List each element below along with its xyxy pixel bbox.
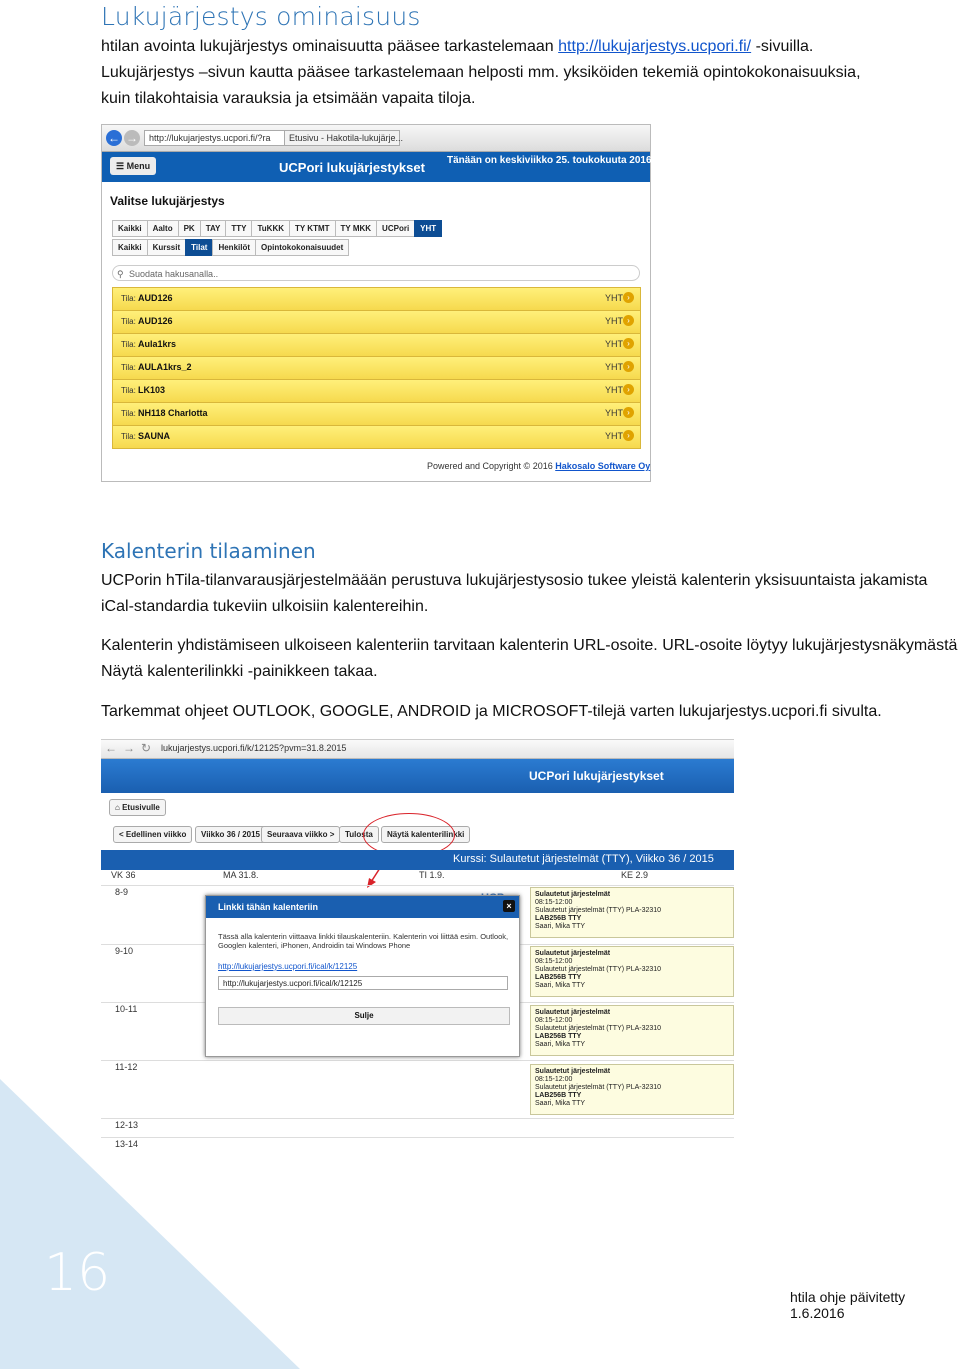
app-date: Tänään on keskiviikko 25. toukokuuta 2016, vk 21 bbox=[447, 155, 683, 166]
time-label: 11-12 bbox=[115, 1062, 138, 1072]
filter-placeholder: Suodata hakusanalla.. bbox=[129, 269, 219, 279]
room-row[interactable] bbox=[112, 380, 641, 403]
footer-text: htila ohje päivitetty 1.6.2016 bbox=[790, 1289, 906, 1321]
room-unit: YHT bbox=[605, 339, 623, 349]
room-unit: YHT bbox=[605, 408, 623, 418]
section-heading-kalenteri: Kalenterin tilaaminen bbox=[101, 539, 316, 563]
row-label: Tila: bbox=[121, 294, 136, 303]
time-label: 13-14 bbox=[115, 1139, 139, 1149]
event-desc: Sulautetut järjestelmät (TTY) PLA-32310 bbox=[535, 907, 662, 914]
event-room: LAB256B TTY bbox=[535, 915, 582, 922]
etusivulle-label: Etusivulle bbox=[122, 803, 160, 812]
intro-line-2: Lukujärjestys –sivun kautta pääsee tarkastelemaan helposti mm. yksiköiden tekemiä opintokokonaisuuksia, bbox=[101, 64, 861, 81]
event-desc: Sulautetut järjestelmät (TTY) PLA-32310 bbox=[535, 1025, 662, 1032]
time-label: 8-9 bbox=[115, 887, 129, 897]
event-person: Saari, Mika TTY bbox=[535, 1100, 586, 1107]
type-buttons bbox=[112, 239, 348, 256]
type-button[interactable]: Tilat bbox=[185, 239, 213, 256]
address-bar[interactable]: http://lukujarjestys.ucpori.fi/?ra bbox=[144, 130, 285, 146]
event-title: Sulautetut järjestelmät bbox=[535, 1068, 611, 1075]
sulje-button[interactable]: Sulje bbox=[218, 1007, 510, 1025]
browser-bar-2 bbox=[101, 740, 734, 759]
day-header: KE 2.9 bbox=[621, 870, 649, 880]
ical-url-field[interactable]: http://lukujarjestys.ucpori.fi/ical/k/12125 bbox=[218, 976, 508, 990]
row-label: Tila: bbox=[121, 386, 136, 395]
forward-icon[interactable]: → bbox=[126, 131, 138, 145]
app-header-2 bbox=[101, 759, 734, 793]
ical-link[interactable]: http://lukujarjestys.ucpori.fi/ical/k/12125 bbox=[218, 962, 358, 971]
room-list bbox=[112, 287, 641, 449]
close-icon[interactable]: × bbox=[503, 900, 515, 912]
course-title: Kurssi: Sulautetut järjestelmät (TTY), Viikko 36 / 2015 bbox=[453, 853, 714, 865]
room-name: AULA1krs_2 bbox=[138, 362, 192, 372]
event-room: LAB256B TTY bbox=[535, 1092, 582, 1099]
nav-button[interactable]: < Edellinen viikko bbox=[113, 826, 192, 843]
unit-button[interactable]: TTY bbox=[225, 220, 252, 237]
chevron-right-icon[interactable]: › bbox=[623, 292, 634, 303]
chevron-right-icon[interactable]: › bbox=[623, 407, 634, 418]
section-heading-lukujarjestys: Lukujärjestys ominaisuus bbox=[101, 2, 421, 31]
room-name: Aula1krs bbox=[138, 339, 177, 349]
row-label: Tila: bbox=[121, 432, 136, 441]
time-label: 9-10 bbox=[115, 946, 134, 956]
hakosalo-link[interactable]: Hakosalo Software Oy bbox=[555, 461, 651, 471]
back-icon[interactable]: ← bbox=[105, 741, 117, 755]
unit-button[interactable]: TAY bbox=[200, 220, 227, 237]
copyright bbox=[427, 461, 650, 471]
menu-label: Menu bbox=[126, 161, 151, 171]
event-person: Saari, Mika TTY bbox=[535, 1041, 586, 1048]
page-number: 16 bbox=[44, 1243, 111, 1303]
event-time: 08:15-12:00 bbox=[535, 958, 573, 965]
type-button[interactable]: Kurssit bbox=[147, 239, 187, 256]
nav-button[interactable]: Näytä kalenterilinkki bbox=[381, 826, 470, 843]
event-card[interactable] bbox=[530, 887, 734, 938]
browser-tab[interactable]: Etusivu - Hakotila-lukujärje... bbox=[284, 130, 400, 146]
grid-line bbox=[101, 885, 734, 886]
room-name: SAUNA bbox=[138, 431, 171, 441]
unit-button[interactable]: Kaikki bbox=[112, 220, 148, 237]
event-room: LAB256B TTY bbox=[535, 1033, 582, 1040]
unit-button[interactable]: PK bbox=[178, 220, 201, 237]
unit-button[interactable]: UCPori bbox=[376, 220, 415, 237]
copyright-text: Powered and Copyright © 2016 bbox=[427, 461, 556, 471]
paragraph-2: Kalenterin yhdistämiseen ulkoiseen kalenteriin tarvitaan kalenterin URL-osoite. URL-osoite löytyy lukujärjestysnäkymästä Näytä kalenterilinkki -painikkeen takaa. bbox=[101, 637, 958, 680]
intro-text-end: -sivuilla. bbox=[751, 38, 814, 55]
event-room: LAB256B TTY bbox=[535, 974, 582, 981]
course-bar bbox=[101, 850, 734, 870]
day-header: VK 36 bbox=[111, 870, 136, 880]
app-title: UCPori lukujärjestykset bbox=[279, 160, 425, 175]
type-button[interactable]: Henkilöt bbox=[212, 239, 256, 256]
nav-button[interactable]: Seuraava viikko > bbox=[261, 826, 340, 843]
room-name: NH118 Charlotta bbox=[138, 408, 208, 418]
room-row[interactable] bbox=[112, 334, 641, 357]
address-bar-2[interactable]: lukujarjestys.ucpori.fi/k/12125?pvm=31.8.2015 bbox=[161, 743, 347, 753]
type-button[interactable]: Opintokokonaisuudet bbox=[255, 239, 349, 256]
nav-button[interactable]: Viikko 36 / 2015 bbox=[195, 826, 266, 843]
row-label: Tila: bbox=[121, 340, 136, 349]
modal-title: Linkki tähän kalenteriin bbox=[218, 902, 319, 912]
event-time: 08:15-12:00 bbox=[535, 1017, 573, 1024]
event-desc: Sulautetut järjestelmät (TTY) PLA-32310 bbox=[535, 1084, 662, 1091]
reload-icon[interactable]: ↻ bbox=[141, 741, 152, 755]
room-name: AUD126 bbox=[138, 316, 173, 326]
intro-line-1 bbox=[101, 34, 813, 60]
browser-bar bbox=[102, 125, 650, 152]
event-card[interactable] bbox=[530, 1064, 734, 1115]
room-unit: YHT bbox=[605, 362, 623, 372]
modal-header bbox=[206, 896, 519, 918]
room-row[interactable] bbox=[112, 287, 641, 311]
paragraph-3: Tarkemmat ohjeet OUTLOOK, GOOGLE, ANDROID ja MICROSOFT-tilejä varten lukujarjestys.ucpori.fi sivulta. bbox=[101, 703, 882, 720]
chevron-right-icon[interactable]: › bbox=[623, 338, 634, 349]
type-button[interactable]: Kaikki bbox=[112, 239, 148, 256]
intro-text: htilan avointa lukujärjestys ominaisuutta pääsee tarkastelemaan bbox=[101, 38, 559, 55]
row-label: Tila: bbox=[121, 363, 136, 372]
event-title: Sulautetut järjestelmät bbox=[535, 950, 611, 957]
etusivulle-button[interactable]: ⌂ Etusivulle bbox=[109, 799, 166, 816]
day-header: TI 1.9. bbox=[419, 870, 445, 880]
search-icon: ⚲ bbox=[117, 269, 124, 279]
nav-button[interactable]: Tulosta bbox=[339, 826, 379, 843]
room-unit: YHT bbox=[605, 385, 623, 395]
event-title: Sulautetut järjestelmät bbox=[535, 891, 611, 898]
event-card[interactable] bbox=[530, 1005, 734, 1056]
corner-decoration bbox=[0, 1079, 300, 1369]
room-row[interactable] bbox=[112, 311, 641, 334]
unit-button[interactable]: Aalto bbox=[147, 220, 179, 237]
event-card[interactable] bbox=[530, 946, 734, 997]
chevron-right-icon[interactable]: › bbox=[623, 315, 634, 326]
unit-button[interactable]: TY KTMT bbox=[289, 220, 336, 237]
intro-line-3: kuin tilakohtaisia varauksia ja etsimään vapaita tiloja. bbox=[101, 90, 476, 107]
event-time: 08:15-12:00 bbox=[535, 899, 573, 906]
event-time: 08:15-12:00 bbox=[535, 1076, 573, 1083]
unit-button[interactable]: TuKKK bbox=[251, 220, 290, 237]
filter-input[interactable] bbox=[112, 265, 640, 281]
row-label: Tila: bbox=[121, 409, 136, 418]
row-label: Tila: bbox=[121, 317, 136, 326]
grid-line bbox=[101, 1060, 734, 1061]
time-label: 10-11 bbox=[115, 1004, 138, 1014]
room-unit: YHT bbox=[605, 431, 623, 441]
chevron-right-icon[interactable]: › bbox=[623, 384, 634, 395]
time-label: 12-13 bbox=[115, 1120, 139, 1130]
app-header bbox=[102, 152, 683, 182]
paragraph-1: UCPorin hTila-tilanvarausjärjestelmäään perustuva lukujärjestysosio tukee yleistä kalenterin yksisuuntaista jakamista iCal-standardia tukeviin ulkoisiin kalentereihin. bbox=[101, 572, 928, 615]
valitse-heading: Valitse lukujärjestys bbox=[110, 194, 225, 208]
unit-buttons bbox=[112, 220, 441, 237]
room-row[interactable] bbox=[112, 403, 641, 426]
room-unit: YHT bbox=[605, 316, 623, 326]
room-name: LK103 bbox=[138, 385, 166, 395]
forward-icon[interactable]: → bbox=[123, 741, 135, 755]
event-person: Saari, Mika TTY bbox=[535, 982, 586, 989]
room-row[interactable] bbox=[112, 357, 641, 380]
room-name: AUD126 bbox=[138, 293, 173, 303]
event-desc: Sulautetut järjestelmät (TTY) PLA-32310 bbox=[535, 966, 662, 973]
event-title: Sulautetut järjestelmät bbox=[535, 1009, 611, 1016]
day-header: MA 31.8. bbox=[223, 870, 259, 880]
room-row[interactable] bbox=[112, 426, 641, 449]
chevron-right-icon[interactable]: › bbox=[623, 361, 634, 372]
chevron-right-icon[interactable]: › bbox=[623, 430, 634, 441]
lukujarjestys-link[interactable]: http://lukujarjestys.ucpori.fi/ bbox=[558, 38, 752, 55]
lukujarjestys-screenshot bbox=[101, 124, 683, 482]
unit-button[interactable]: YHT bbox=[414, 220, 442, 237]
back-icon[interactable]: ← bbox=[108, 131, 120, 145]
calendar-link-modal bbox=[205, 895, 520, 1057]
event-person: Saari, Mika TTY bbox=[535, 923, 586, 930]
unit-button[interactable]: TY MKK bbox=[335, 220, 378, 237]
modal-body: Tässä alla kalenterin viittaava linkki tilauskalenteriin. Kalenterin voi liittää esim. Outlook, Googlen kalenteri, iPhonen, Androidin tai Windows Phone bbox=[218, 932, 509, 950]
app-title-2: UCPori lukujärjestykset bbox=[529, 769, 664, 783]
room-unit: YHT bbox=[605, 293, 623, 303]
menu-button[interactable]: ☰ Menu bbox=[110, 157, 156, 175]
